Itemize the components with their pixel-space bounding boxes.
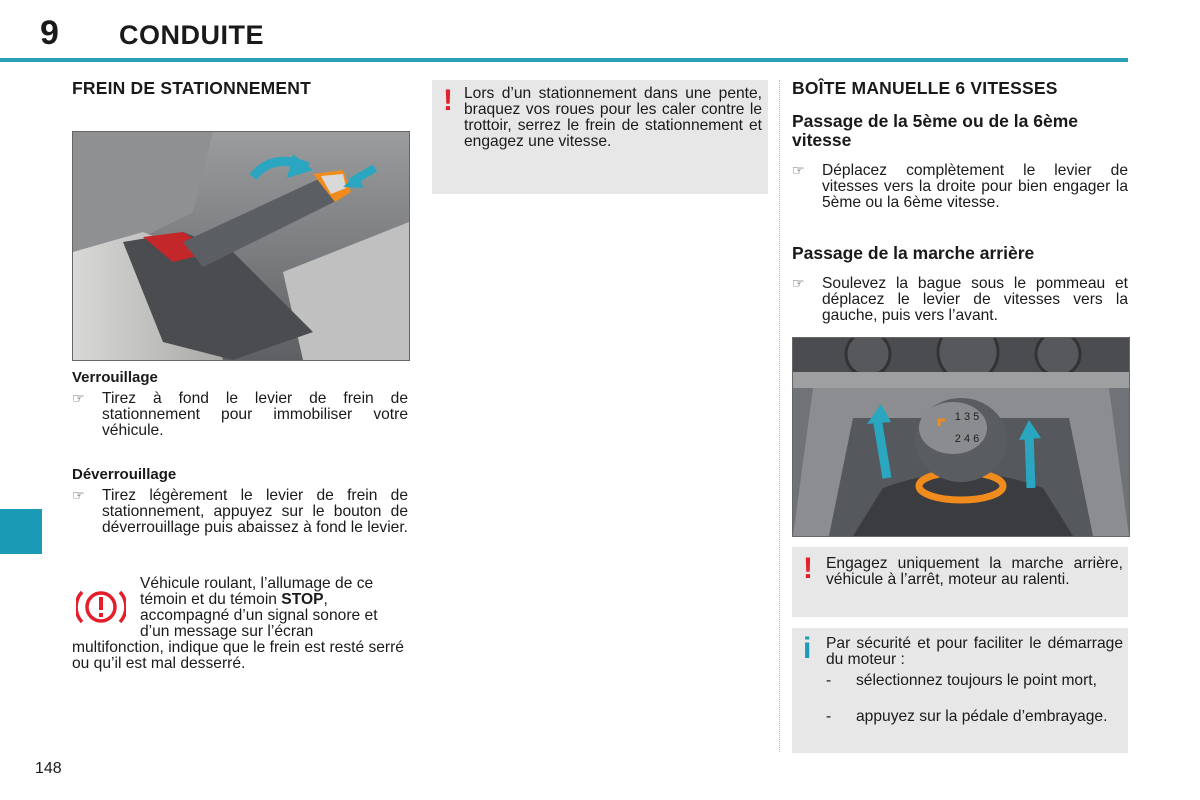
pointing-hand-icon: ☞ [792,275,805,291]
info-item-clutch: appuyez sur la pédale d’embrayage. [856,708,1108,725]
exclamation-icon: ! [803,552,813,585]
page-number: 148 [35,760,62,777]
warning-light-paragraph: Véhicule roulant, l’allumage de ce témoin et du témoin STOP, accompagné d’un signal sonore et d’un message sur l’écran multifonction, indique que le frein est resté serré ou qu’il est mal desserré. [72,575,404,672]
start-info-intro: Par sécurité et pour faciliter le démarrage du moteur : [826,635,1123,668]
parking-brake-title: FREIN DE STATIONNEMENT [72,78,312,98]
info-item-neutral: sélectionnez toujours le point mort, [856,672,1097,689]
chapter-title: CONDUITE [119,20,264,50]
unlock-instruction: Tirez légèrement le levier de frein de stationnement, appuyez sur le bouton de déverrouillage puis abaissez à fond le levier. [102,487,408,536]
reverse-warning-text: Engagez uniquement la marche arrière, véhicule à l’arrêt, moteur au ralenti. [826,555,1123,588]
reverse-heading: Passage de la marche arrière [792,243,1035,263]
gear-lever-photo [792,337,1130,537]
reverse-instruction: Soulevez la bague sous le pommeau et déplacez le levier de vitesses vers la gauche, puis vers l’avant. [822,275,1128,324]
pointing-hand-icon: ☞ [72,390,85,406]
pointing-hand-icon: ☞ [72,487,85,503]
gearbox-title: BOÎTE MANUELLE 6 VITESSES [792,78,1058,98]
gear-5-6-instruction: Déplacez complètement le levier de vitesses vers la droite pour bien engager la 5ème ou la 6ème vitesse. [822,162,1128,211]
info-icon: i [803,632,812,665]
unlock-heading: Déverrouillage [72,466,177,483]
chapter-side-tab [0,509,42,554]
lock-instruction: Tirez à fond le levier de frein de stationnement pour immobiliser votre véhicule. [102,390,408,439]
knob-top-gears: 1 3 5 [954,411,980,423]
list-dash: - [826,672,832,689]
chapter-number: 9 [40,14,59,52]
column-divider [779,80,781,752]
exclamation-icon: ! [443,84,453,117]
header-rule [0,58,1128,62]
slope-warning-text: Lors d’un stationnement dans une pente, braquez vos roues pour les caler contre le trottoir, serrez le frein de stationnement et engagez une vitesse. [464,85,762,150]
knob-bottom-gears: 2 4 6 [954,433,980,445]
pointing-hand-icon: ☞ [792,162,805,178]
parking-brake-photo [72,131,410,361]
list-dash: - [826,708,832,725]
gear-5-6-heading: Passage de la 5ème ou de la 6ème vitesse [792,111,1078,150]
lock-heading: Verrouillage [72,369,158,386]
